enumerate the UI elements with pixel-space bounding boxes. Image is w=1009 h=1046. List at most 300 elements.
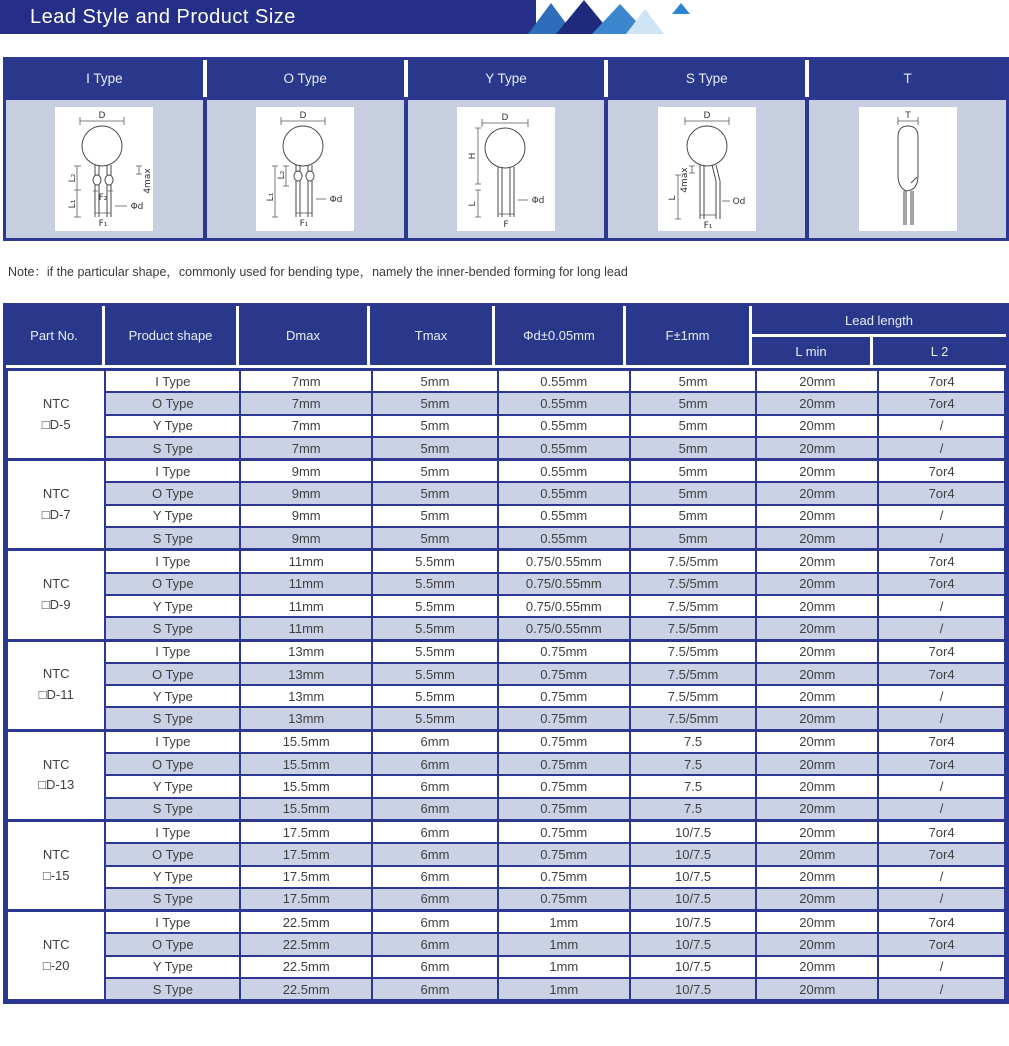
cell-tmax: 5mm <box>372 527 498 550</box>
diagram-cell-i <box>6 100 203 238</box>
cell-lmin: 20mm <box>756 888 878 911</box>
cell-shape: O Type <box>105 392 240 414</box>
cell-dmax: 22.5mm <box>240 978 372 1000</box>
part-group <box>7 370 1005 460</box>
cell-lmin: 20mm <box>756 392 878 414</box>
part-no-line1: NTC <box>42 936 70 952</box>
table-row <box>7 392 1005 414</box>
table-row <box>7 820 1005 843</box>
cell-l2: 7or4 <box>878 730 1005 753</box>
svg-text:L₂: L₂ <box>277 170 288 180</box>
cell-f: 7.5/5mm <box>630 685 757 707</box>
cell-tmax: 6mm <box>372 820 498 843</box>
diagram-cell-y <box>404 100 605 238</box>
table-row <box>7 685 1005 707</box>
cell-shape: S Type <box>105 617 240 640</box>
cell-lmin: 20mm <box>756 437 878 460</box>
cell-tmax: 5.5mm <box>372 685 498 707</box>
cell-lmin: 20mm <box>756 866 878 888</box>
cell-dmax: 11mm <box>240 550 372 573</box>
cell-lmin: 20mm <box>756 550 878 573</box>
cell-l2: / <box>878 437 1005 460</box>
svg-text:D: D <box>98 111 106 121</box>
cell-tmax: 6mm <box>372 730 498 753</box>
table-row <box>7 573 1005 595</box>
lead-style-header-s: S Type <box>608 60 805 97</box>
cell-phid: 0.75mm <box>498 753 630 775</box>
cell-dmax: 7mm <box>240 415 372 437</box>
cell-lmin: 20mm <box>756 911 878 934</box>
part-no-line1: NTC <box>42 846 70 862</box>
cell-tmax: 5.5mm <box>372 573 498 595</box>
svg-text:D: D <box>501 113 509 123</box>
cell-dmax: 7mm <box>240 370 372 393</box>
cell-phid: 1mm <box>498 933 630 955</box>
cell-tmax: 6mm <box>372 978 498 1000</box>
cell-phid: 0.75/0.55mm <box>498 595 630 617</box>
part-no-line2: □D-5 <box>41 416 71 432</box>
header-phid: Φd±0.05mm <box>495 306 623 365</box>
size-table-body <box>6 368 1006 1001</box>
part-group <box>7 911 1005 1001</box>
cell-lmin: 20mm <box>756 595 878 617</box>
lead-style-header-i: I Type <box>6 60 203 97</box>
cell-shape: I Type <box>105 370 240 393</box>
table-row <box>7 505 1005 527</box>
part-no-line2: □D-11 <box>38 687 74 703</box>
header-dmax: Dmax <box>239 306 367 365</box>
cell-l2: 7or4 <box>878 843 1005 865</box>
cell-shape: Y Type <box>105 956 240 978</box>
cell-l2: / <box>878 685 1005 707</box>
cell-phid: 0.55mm <box>498 460 630 483</box>
cell-tmax: 6mm <box>372 911 498 934</box>
part-no-cell <box>7 640 105 730</box>
table-row <box>7 753 1005 775</box>
cell-dmax: 17.5mm <box>240 843 372 865</box>
cell-l2: 7or4 <box>878 820 1005 843</box>
cell-phid: 0.75mm <box>498 798 630 821</box>
cell-l2: / <box>878 505 1005 527</box>
cell-l2: / <box>878 866 1005 888</box>
cell-tmax: 5.5mm <box>372 640 498 663</box>
cell-lmin: 20mm <box>756 460 878 483</box>
cell-tmax: 6mm <box>372 843 498 865</box>
diagram-cell-t <box>805 100 1006 238</box>
cell-tmax: 6mm <box>372 866 498 888</box>
svg-text:L: L <box>667 195 678 201</box>
cell-dmax: 13mm <box>240 707 372 730</box>
cell-shape: Y Type <box>105 505 240 527</box>
table-row <box>7 617 1005 640</box>
cell-dmax: 11mm <box>240 573 372 595</box>
svg-text:F₁: F₁ <box>98 219 108 229</box>
table-row <box>7 911 1005 934</box>
cell-lmin: 20mm <box>756 415 878 437</box>
cell-lmin: 20mm <box>756 640 878 663</box>
i-type-diagram <box>55 107 153 231</box>
part-group <box>7 460 1005 550</box>
cell-dmax: 13mm <box>240 640 372 663</box>
cell-lmin: 20mm <box>756 843 878 865</box>
table-row <box>7 550 1005 573</box>
cell-f: 10/7.5 <box>630 933 757 955</box>
cell-dmax: 15.5mm <box>240 775 372 797</box>
part-no-line1: NTC <box>42 576 70 592</box>
cell-f: 5mm <box>630 370 757 393</box>
header-product-shape: Product shape <box>105 306 236 365</box>
cell-dmax: 22.5mm <box>240 911 372 934</box>
part-no-cell <box>7 460 105 550</box>
svg-text:L₂: L₂ <box>68 173 79 183</box>
table-row <box>7 595 1005 617</box>
svg-text:4max: 4max <box>679 167 690 193</box>
cell-tmax: 5mm <box>372 460 498 483</box>
cell-f: 7.5/5mm <box>630 707 757 730</box>
cell-l2: 7or4 <box>878 370 1005 393</box>
cell-dmax: 7mm <box>240 437 372 460</box>
cell-lmin: 20mm <box>756 820 878 843</box>
cell-phid: 0.75mm <box>498 707 630 730</box>
cell-f: 10/7.5 <box>630 843 757 865</box>
cell-lmin: 20mm <box>756 685 878 707</box>
cell-l2: / <box>878 798 1005 821</box>
cell-dmax: 13mm <box>240 685 372 707</box>
cell-l2: 7or4 <box>878 392 1005 414</box>
cell-f: 5mm <box>630 392 757 414</box>
svg-text:T: T <box>904 111 911 121</box>
header-part-no: Part No. <box>6 306 102 365</box>
cell-f: 10/7.5 <box>630 956 757 978</box>
cell-phid: 0.75mm <box>498 888 630 911</box>
cell-f: 5mm <box>630 460 757 483</box>
svg-text:F₁: F₁ <box>299 219 309 229</box>
cell-tmax: 5.5mm <box>372 663 498 685</box>
cell-lmin: 20mm <box>756 370 878 393</box>
s-type-diagram <box>658 107 756 231</box>
cell-l2: 7or4 <box>878 640 1005 663</box>
part-no-line2: □D-9 <box>41 596 71 612</box>
cell-phid: 0.75mm <box>498 820 630 843</box>
cell-shape: S Type <box>105 707 240 730</box>
cell-tmax: 6mm <box>372 775 498 797</box>
cell-tmax: 5.5mm <box>372 617 498 640</box>
cell-tmax: 5mm <box>372 505 498 527</box>
part-no-line1: NTC <box>42 756 70 772</box>
cell-phid: 0.55mm <box>498 437 630 460</box>
cell-l2: 7or4 <box>878 933 1005 955</box>
cell-l2: 7or4 <box>878 482 1005 504</box>
cell-shape: O Type <box>105 573 240 595</box>
part-no-line2: □D-13 <box>38 777 75 793</box>
cell-f: 7.5/5mm <box>630 595 757 617</box>
cell-lmin: 20mm <box>756 663 878 685</box>
cell-phid: 0.75mm <box>498 775 630 797</box>
cell-f: 7.5 <box>630 753 757 775</box>
cell-tmax: 6mm <box>372 753 498 775</box>
o-type-diagram <box>256 107 354 231</box>
part-group <box>7 640 1005 730</box>
cell-phid: 0.55mm <box>498 505 630 527</box>
cell-l2: / <box>878 415 1005 437</box>
part-no-line1: NTC <box>42 395 70 411</box>
cell-phid: 0.75/0.55mm <box>498 550 630 573</box>
cell-phid: 0.55mm <box>498 370 630 393</box>
cell-phid: 1mm <box>498 911 630 934</box>
cell-l2: / <box>878 595 1005 617</box>
part-group <box>7 730 1005 820</box>
cell-lmin: 20mm <box>756 798 878 821</box>
cell-f: 7.5 <box>630 775 757 797</box>
cell-shape: I Type <box>105 550 240 573</box>
cell-phid: 0.75mm <box>498 730 630 753</box>
table-row <box>7 370 1005 393</box>
cell-shape: O Type <box>105 753 240 775</box>
cell-shape: Y Type <box>105 685 240 707</box>
cell-f: 7.5 <box>630 798 757 821</box>
cell-f: 7.5/5mm <box>630 573 757 595</box>
cell-f: 7.5/5mm <box>630 640 757 663</box>
header-lead-length: Lead length <box>752 306 1006 334</box>
cell-f: 7.5/5mm <box>630 663 757 685</box>
table-row <box>7 437 1005 460</box>
cell-l2: / <box>878 978 1005 1000</box>
svg-text:F: F <box>503 220 509 230</box>
table-row <box>7 798 1005 821</box>
cell-f: 7.5/5mm <box>630 550 757 573</box>
header-f: F±1mm <box>626 306 749 365</box>
cell-lmin: 20mm <box>756 482 878 504</box>
diagram-cell-s <box>604 100 805 238</box>
cell-lmin: 20mm <box>756 730 878 753</box>
triangle-decoration <box>505 0 710 34</box>
table-row <box>7 415 1005 437</box>
lead-style-header-o: O Type <box>207 60 404 97</box>
cell-dmax: 9mm <box>240 527 372 550</box>
header-l-min: L min <box>752 337 870 365</box>
cell-tmax: 5mm <box>372 392 498 414</box>
cell-phid: 1mm <box>498 978 630 1000</box>
part-no-cell <box>7 370 105 460</box>
table-row <box>7 730 1005 753</box>
table-row <box>7 663 1005 685</box>
diagram-cell-o <box>203 100 404 238</box>
part-no-cell <box>7 911 105 1001</box>
product-size-table <box>3 303 1009 1004</box>
cell-phid: 0.75mm <box>498 685 630 707</box>
cell-dmax: 9mm <box>240 505 372 527</box>
cell-dmax: 7mm <box>240 392 372 414</box>
svg-text:F₁: F₁ <box>703 221 713 231</box>
part-no-line1: NTC <box>42 485 70 501</box>
cell-l2: 7or4 <box>878 460 1005 483</box>
cell-shape: S Type <box>105 888 240 911</box>
table-row <box>7 956 1005 978</box>
cell-dmax: 15.5mm <box>240 730 372 753</box>
cell-f: 10/7.5 <box>630 978 757 1000</box>
cell-dmax: 17.5mm <box>240 820 372 843</box>
note-text: Note：if the particular shape，commonly used for bending type，namely the inner-bended forming for long lead <box>8 265 628 279</box>
cell-dmax: 22.5mm <box>240 933 372 955</box>
part-group <box>7 820 1005 910</box>
cell-tmax: 6mm <box>372 933 498 955</box>
svg-text:Φd: Φd <box>130 202 144 212</box>
title-bar <box>0 0 536 34</box>
svg-text:D: D <box>299 111 307 121</box>
cell-dmax: 11mm <box>240 595 372 617</box>
cell-tmax: 5mm <box>372 415 498 437</box>
cell-shape: Y Type <box>105 866 240 888</box>
svg-text:F₂: F₂ <box>98 193 108 203</box>
cell-lmin: 20mm <box>756 707 878 730</box>
lead-style-header-y: Y Type <box>408 60 605 97</box>
lead-style-headers <box>6 60 1006 97</box>
cell-dmax: 9mm <box>240 482 372 504</box>
svg-text:L₁: L₁ <box>68 199 79 209</box>
header-tmax: Tmax <box>370 306 492 365</box>
part-no-line2: □-15 <box>42 867 70 883</box>
part-no-cell <box>7 730 105 820</box>
cell-l2: / <box>878 775 1005 797</box>
svg-text:Od: Od <box>732 197 746 207</box>
cell-tmax: 5.5mm <box>372 595 498 617</box>
cell-dmax: 17.5mm <box>240 866 372 888</box>
cell-shape: I Type <box>105 640 240 663</box>
cell-f: 5mm <box>630 437 757 460</box>
cell-l2: 7or4 <box>878 753 1005 775</box>
cell-dmax: 9mm <box>240 460 372 483</box>
table-row <box>7 460 1005 483</box>
cell-shape: O Type <box>105 663 240 685</box>
cell-l2: 7or4 <box>878 550 1005 573</box>
lead-style-diagrams <box>6 97 1006 238</box>
cell-phid: 0.75mm <box>498 640 630 663</box>
part-group <box>7 550 1005 640</box>
cell-lmin: 20mm <box>756 617 878 640</box>
cell-dmax: 15.5mm <box>240 753 372 775</box>
cell-lmin: 20mm <box>756 978 878 1000</box>
cell-lmin: 20mm <box>756 956 878 978</box>
cell-lmin: 20mm <box>756 505 878 527</box>
cell-dmax: 17.5mm <box>240 888 372 911</box>
cell-phid: 0.75mm <box>498 663 630 685</box>
part-no-line1: NTC <box>42 666 70 682</box>
cell-shape: S Type <box>105 527 240 550</box>
cell-f: 10/7.5 <box>630 820 757 843</box>
cell-tmax: 6mm <box>372 956 498 978</box>
cell-f: 7.5/5mm <box>630 617 757 640</box>
cell-l2: / <box>878 888 1005 911</box>
y-type-diagram <box>457 107 555 231</box>
cell-phid: 0.55mm <box>498 527 630 550</box>
cell-shape: Y Type <box>105 775 240 797</box>
svg-text:4max: 4max <box>143 168 154 194</box>
table-row <box>7 978 1005 1000</box>
cell-tmax: 5.5mm <box>372 550 498 573</box>
cell-lmin: 20mm <box>756 573 878 595</box>
page-title: Lead Style and Product Size <box>30 5 296 28</box>
table-header <box>6 306 1006 365</box>
cell-f: 10/7.5 <box>630 911 757 934</box>
lead-style-panel <box>3 57 1009 241</box>
table-row <box>7 933 1005 955</box>
cell-lmin: 20mm <box>756 775 878 797</box>
svg-text:H: H <box>467 152 478 160</box>
cell-shape: S Type <box>105 978 240 1000</box>
svg-text:Φd: Φd <box>329 195 343 205</box>
cell-shape: I Type <box>105 460 240 483</box>
part-no-cell <box>7 820 105 910</box>
cell-f: 7.5 <box>630 730 757 753</box>
cell-phid: 0.75mm <box>498 866 630 888</box>
table-row <box>7 527 1005 550</box>
cell-l2: / <box>878 617 1005 640</box>
lead-style-header-t: T <box>809 60 1006 97</box>
cell-l2: / <box>878 956 1005 978</box>
cell-phid: 0.55mm <box>498 415 630 437</box>
cell-phid: 0.75/0.55mm <box>498 573 630 595</box>
cell-shape: O Type <box>105 482 240 504</box>
table-row <box>7 866 1005 888</box>
cell-dmax: 15.5mm <box>240 798 372 821</box>
cell-f: 10/7.5 <box>630 866 757 888</box>
cell-shape: S Type <box>105 798 240 821</box>
cell-l2: / <box>878 527 1005 550</box>
cell-f: 5mm <box>630 415 757 437</box>
cell-lmin: 20mm <box>756 753 878 775</box>
cell-shape: O Type <box>105 843 240 865</box>
part-no-cell <box>7 550 105 640</box>
cell-tmax: 6mm <box>372 798 498 821</box>
table-row <box>7 482 1005 504</box>
cell-phid: 1mm <box>498 956 630 978</box>
cell-tmax: 6mm <box>372 888 498 911</box>
part-no-line2: □D-7 <box>41 506 71 522</box>
cell-dmax: 13mm <box>240 663 372 685</box>
cell-shape: I Type <box>105 911 240 934</box>
cell-lmin: 20mm <box>756 933 878 955</box>
cell-l2: / <box>878 707 1005 730</box>
cell-phid: 0.75mm <box>498 843 630 865</box>
cell-l2: 7or4 <box>878 663 1005 685</box>
cell-tmax: 5mm <box>372 370 498 393</box>
cell-shape: Y Type <box>105 415 240 437</box>
cell-f: 5mm <box>630 482 757 504</box>
cell-phid: 0.55mm <box>498 482 630 504</box>
cell-tmax: 5mm <box>372 437 498 460</box>
cell-shape: I Type <box>105 730 240 753</box>
cell-f: 10/7.5 <box>630 888 757 911</box>
cell-shape: S Type <box>105 437 240 460</box>
cell-f: 5mm <box>630 505 757 527</box>
cell-f: 5mm <box>630 527 757 550</box>
svg-text:L₁: L₁ <box>266 192 277 202</box>
cell-dmax: 11mm <box>240 617 372 640</box>
t-diagram <box>859 107 957 231</box>
cell-phid: 0.55mm <box>498 392 630 414</box>
part-no-line2: □-20 <box>42 957 70 973</box>
cell-dmax: 22.5mm <box>240 956 372 978</box>
cell-l2: 7or4 <box>878 911 1005 934</box>
table-row <box>7 888 1005 911</box>
table-row <box>7 775 1005 797</box>
table-row <box>7 707 1005 730</box>
cell-l2: 7or4 <box>878 573 1005 595</box>
cell-tmax: 5mm <box>372 482 498 504</box>
cell-shape: Y Type <box>105 595 240 617</box>
cell-phid: 0.75/0.55mm <box>498 617 630 640</box>
svg-text:D: D <box>703 111 711 121</box>
